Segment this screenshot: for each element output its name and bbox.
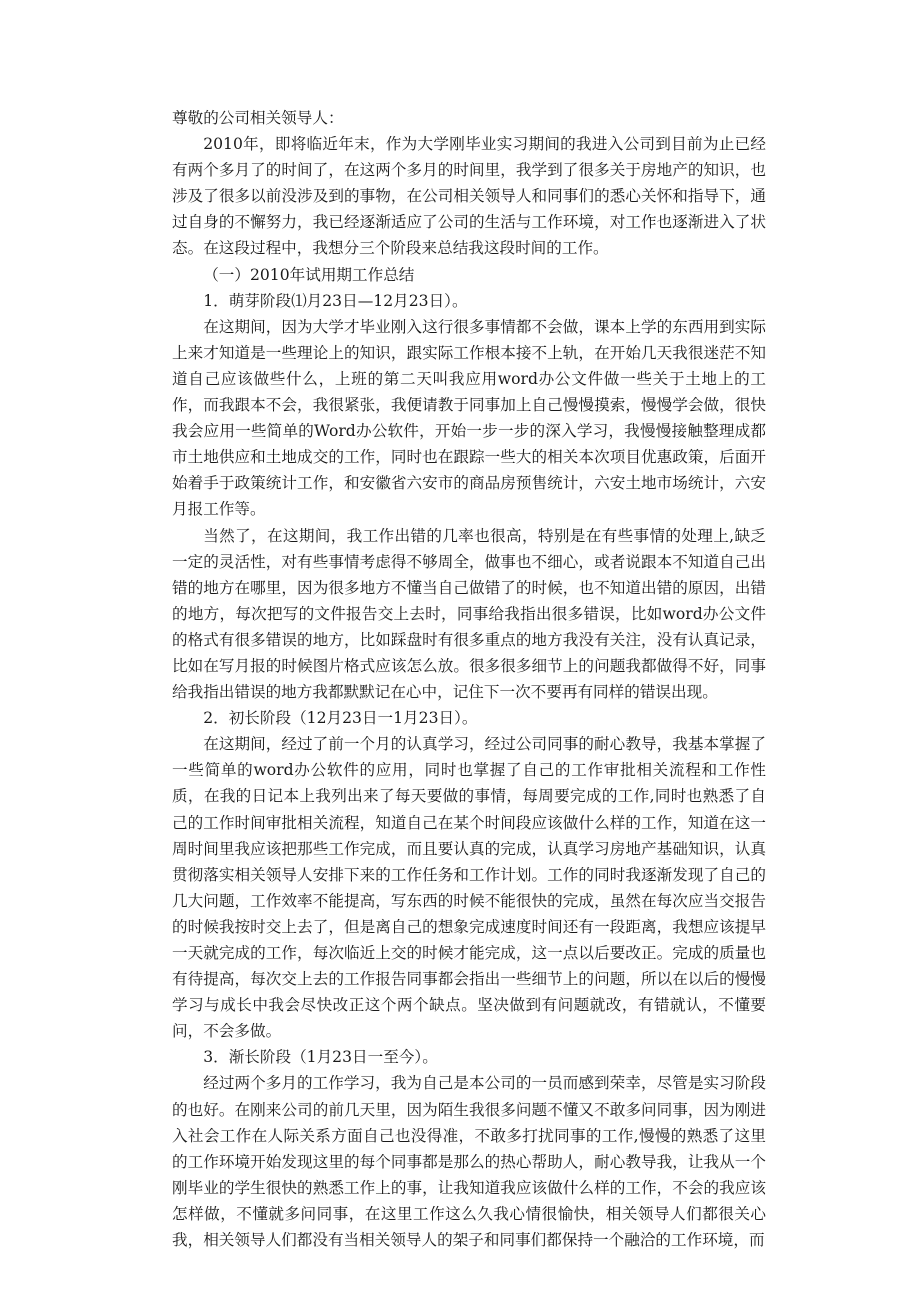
stage-2-paragraph: 在这期间，经过了前一个月的认真学习，经过公司同事的耐心教导，我基本掌握了一些简单的word办公软件的应用，同时也掌握了自己的工作审批相关流程和工作性质，在我的日记本上我列出来了每天要做的事情，每周要完成的工作,同时也熟悉了自己的工作时间审批相关流程，知道自己在某个时间段应该做什么样的工作，知道在这一周时间里我应该把那些工作完成，而且要认真的完成，认真学习房地产基础知识，认真贯彻落实相关领导人安排下来的工作任务和工作计划。工作的同时我逐渐发现了自己的几大问题，工作效率不能提高，写东西的时候不能很快的完成，虽然在每次应当交报告的时候我按时交上去了，但是离自己的想象完成速度时间还有一段距离，我想应该提早一天就完成的工作，每次临近上交的时候才能完成，这一点以后要改正。完成的质量也有待提高，每次交上去的工作报告同事都会指出一些细节上的问题，所以在以后的慢慢学习与成长中我会尽快改正这个两个缺点。坚决做到有问题就改，有错就认，不懂要问，不会多做。 (172, 735, 766, 1041)
stage-heading-3: 3．渐长阶段（1月23日一至今）。 (203, 1048, 438, 1067)
stage-1-paragraph-2: 当然了，在这期间，我工作出错的几率也很高，特别是在有些事情的处理上,缺乏一定的灵活性，对有些事情考虑得不够周全，做事也不细心，或者说跟本不知道自己出错的地方在哪里，因为很多地方不懂当自己做错了的时候，也不知道出错的原因，出错的地方，每次把写的文件报告交上去时，同事给我指出很多错误，比如word办公文件的格式有很多错误的地方，比如踩盘时有很多重点的地方我没有关注，没有认真记录，比如在写月报的时候图片格式应该怎么放。很多很多细节上的问题我都做得不好，同事给我指出错误的地方我都默默记在心中，记住下一次不要再有同样的错误出现。 (172, 526, 766, 702)
stage-heading-2: 2．初长阶段（12月23日一1月23日）。 (203, 709, 478, 728)
stage-1-paragraph-1: 在这期间，因为大学才毕业刚入这行很多事情都不会做，课本上学的东西用到实际上来才知道是一些理论上的知识，跟实际工作根本接不上轨，在开始几天我很迷茫不知道自己应该做些什么，上班的第二天叫我应用word办公文件做一些关于土地上的工作，而我跟本不会，我很紧张，我便请教于同事加上自己慢慢摸索，慢慢学会做，很快我会应用一些简单的Word办公软件，开始一步一步的深入学习，我慢慢接触整理成都市土地供应和土地成交的工作，同时也在跟踪一些大的相关本次项目优惠政策，后面开始着手于政策统计工作，和安徽省六安市的商品房预售统计，六安土地市场统计，六安月报工作等。 (172, 317, 766, 519)
intro-paragraph: 2010年，即将临近年末，作为大学刚毕业实习期间的我进入公司到目前为止已经有两个多月了的时间了，在这两个多月的时间里，我学到了很多关于房地产的知识，也涉及了很多以前没涉及到的事物，在公司相关领导人和同事们的悉心关怀和指导下，通过自身的不懈努力，我已经逐渐适应了公司的生活与工作环境，对工作也逐渐进入了状态。在这段过程中，我想分三个阶段来总结我这段时间的工作。 (172, 135, 766, 258)
stage-3-paragraph: 经过两个多月的工作学习，我为自己是本公司的一员而感到荣幸，尽管是实习阶段的也好。在刚来公司的前几天里，因为陌生我很多问题不懂又不敢多问同事，因为刚进入社会工作在人际关系方面自己也没得准，不敢多打扰同事的工作,慢慢的熟悉了这里的工作环境开始发现这里的每个同事都是那么的热心帮助人，耐心教导我，让我从一个刚毕业的学生很快的熟悉工作上的事，让我知道我应该做什么样的工作，不会的我应该怎样做，不懂就多问同事，在这里工作这么久我心情很愉快，相关领导人们都很关心我，相关领导人们都没有当相关领导人的架子和同事们都保持一个融洽的工作环境，而 (172, 1074, 766, 1250)
section-heading: （一）2010年试用期工作总结 (203, 265, 415, 284)
stage-heading-1: 1．萌芽阶段⑴月23日—12月23日）。 (203, 291, 468, 310)
salutation: 尊敬的公司相关领导人： (172, 109, 344, 127)
document-page (172, 105, 766, 1253)
